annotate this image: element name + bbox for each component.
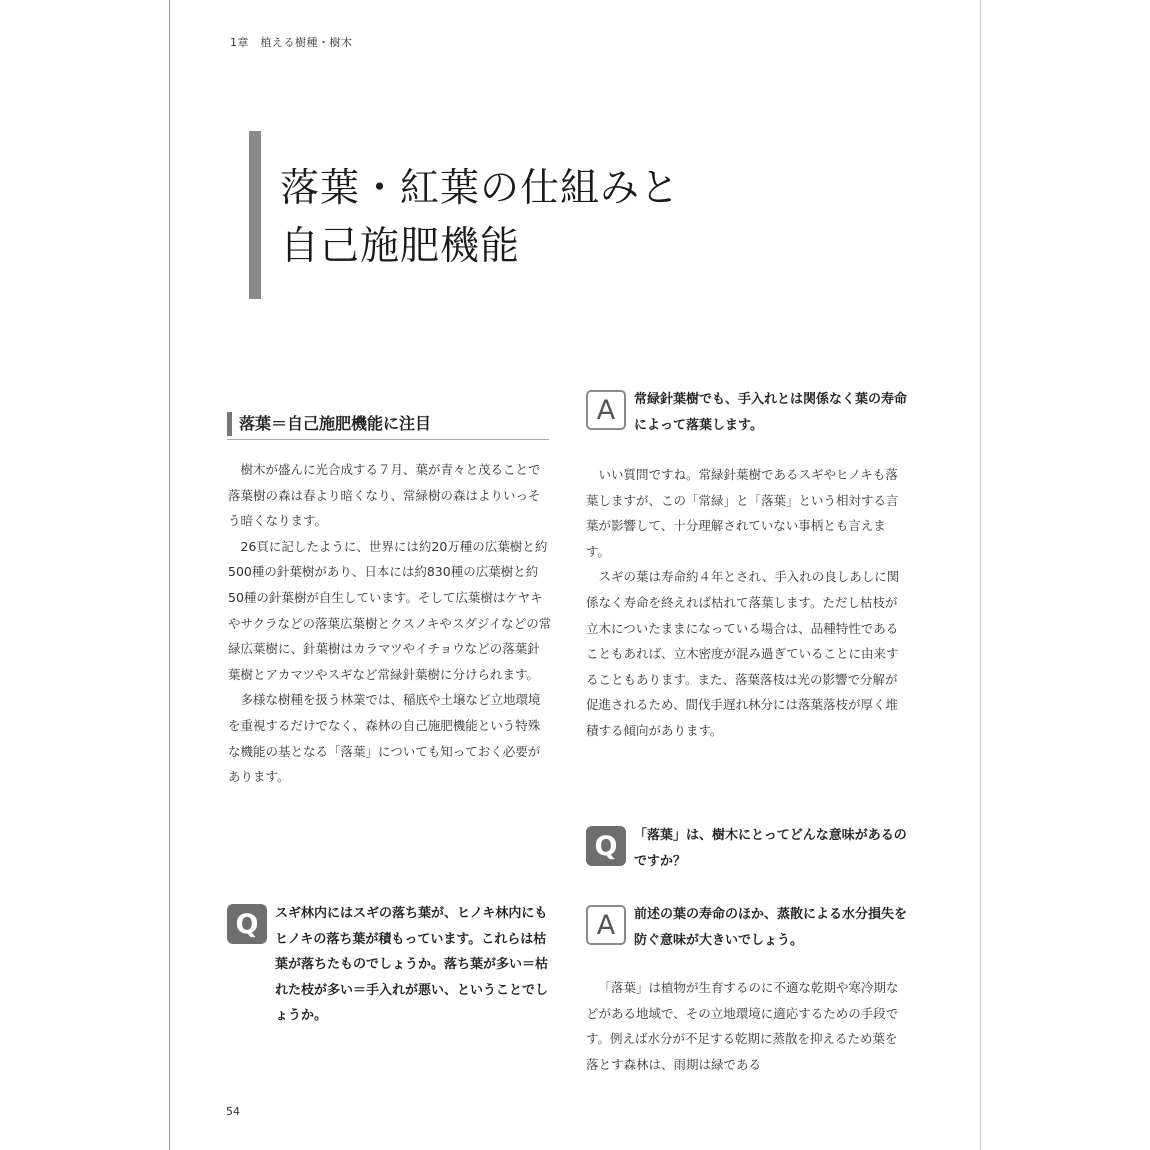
title-accent-bar [249,131,261,299]
paragraph: いい質問ですね。常緑針葉樹であるスギやヒノキも落葉しますが、この「常緑」と「落葉」という相対する言葉が影響して、十分理解されていない事柄とも言えます。 [586,467,899,559]
paragraph: 多様な樹種を扱う林業では、稲底や土壌など立地環境を重視するだけでなく、森林の自己施肥機能という特殊な機能の基となる「落葉」についても知っておく必要があります。 [228,692,541,785]
question-text: スギ林内にはスギの落ち葉が、ヒノキ林内にもヒノキの落ち葉が積もっています。これらは枯葉が落ちたものでしょうか。落ち葉が多い＝枯れた枝が多い＝手入れが悪い、ということでしょうか。 [275,906,549,1024]
paragraph: 樹木が盛んに光合成する７月、葉が青々と茂ることで落葉樹の森は春より暗くなり、常緑樹の森はよりいっそう暗くなります。 [228,462,541,529]
paragraph: 26頁に記したように、世界には約20万種の広葉樹と約500種の針葉樹があり、日本には約830種の広葉樹と約50種の針葉樹が自生しています。そして広葉樹はケヤキやサクラなどの落葉広葉樹とクスノキやスダジイなどの常緑広葉樹に、針葉樹はカラマツやイチョウなどの落葉針葉樹とアカマツやスギなど常緑針葉樹に分けられます。 [228,538,552,682]
title-line-2: 自己施肥機能 [280,224,521,269]
left-body-text [228,457,552,790]
section-heading-bar [227,412,232,436]
answer-text: 前述の葉の寿命のほか、蒸散による水分損失を防ぐ意味が大きいでしょう。 [634,907,908,948]
question-badge-icon: Q [227,904,267,944]
answer-badge-icon: A [586,390,626,430]
question-badge-icon: Q [586,826,626,866]
right-body-text [586,462,908,744]
title-line-1: 落葉・紅葉の仕組みと [280,166,681,211]
question-text: 「落葉」は、樹木にとってどんな意味があるのですか？ [634,828,907,869]
section-heading-text: 落葉＝自己施肥機能に注目 [239,414,432,433]
page-title [280,160,780,276]
running-head: 1章 植える樹種・樹木 [230,36,353,49]
section-heading-rule [227,439,549,440]
paragraph: 「落葉」は植物が生育するのに不適な乾期や寒冷期などがある地域で、その立地環境に適応するための手段です。例えば水分が不足する乾期に蒸散を抑えるため葉を落とす森林は、雨期は緑である [586,980,899,1072]
page-number: 54 [226,1105,240,1118]
answer-text: 常緑針葉樹でも、手入れとは関係なく葉の寿命によって落葉します。 [634,392,908,433]
answer-badge-icon: A [586,905,626,945]
right-body-text-2 [586,975,908,1077]
section-heading [227,406,557,440]
paragraph: スギの葉は寿命約４年とされ、手入れの良しあしに関係なく寿命を終えれば枯れて落葉します。ただし枯枝が立木についたままになっている場合は、品種特性であることもあれば、立木密度が混み過ぎていることに由来することもあります。また、落葉落枝は光の影響で分解が促進されるため、間伐手遅れ林分には落葉落枝が厚く堆積する傾向があります。 [586,569,900,738]
